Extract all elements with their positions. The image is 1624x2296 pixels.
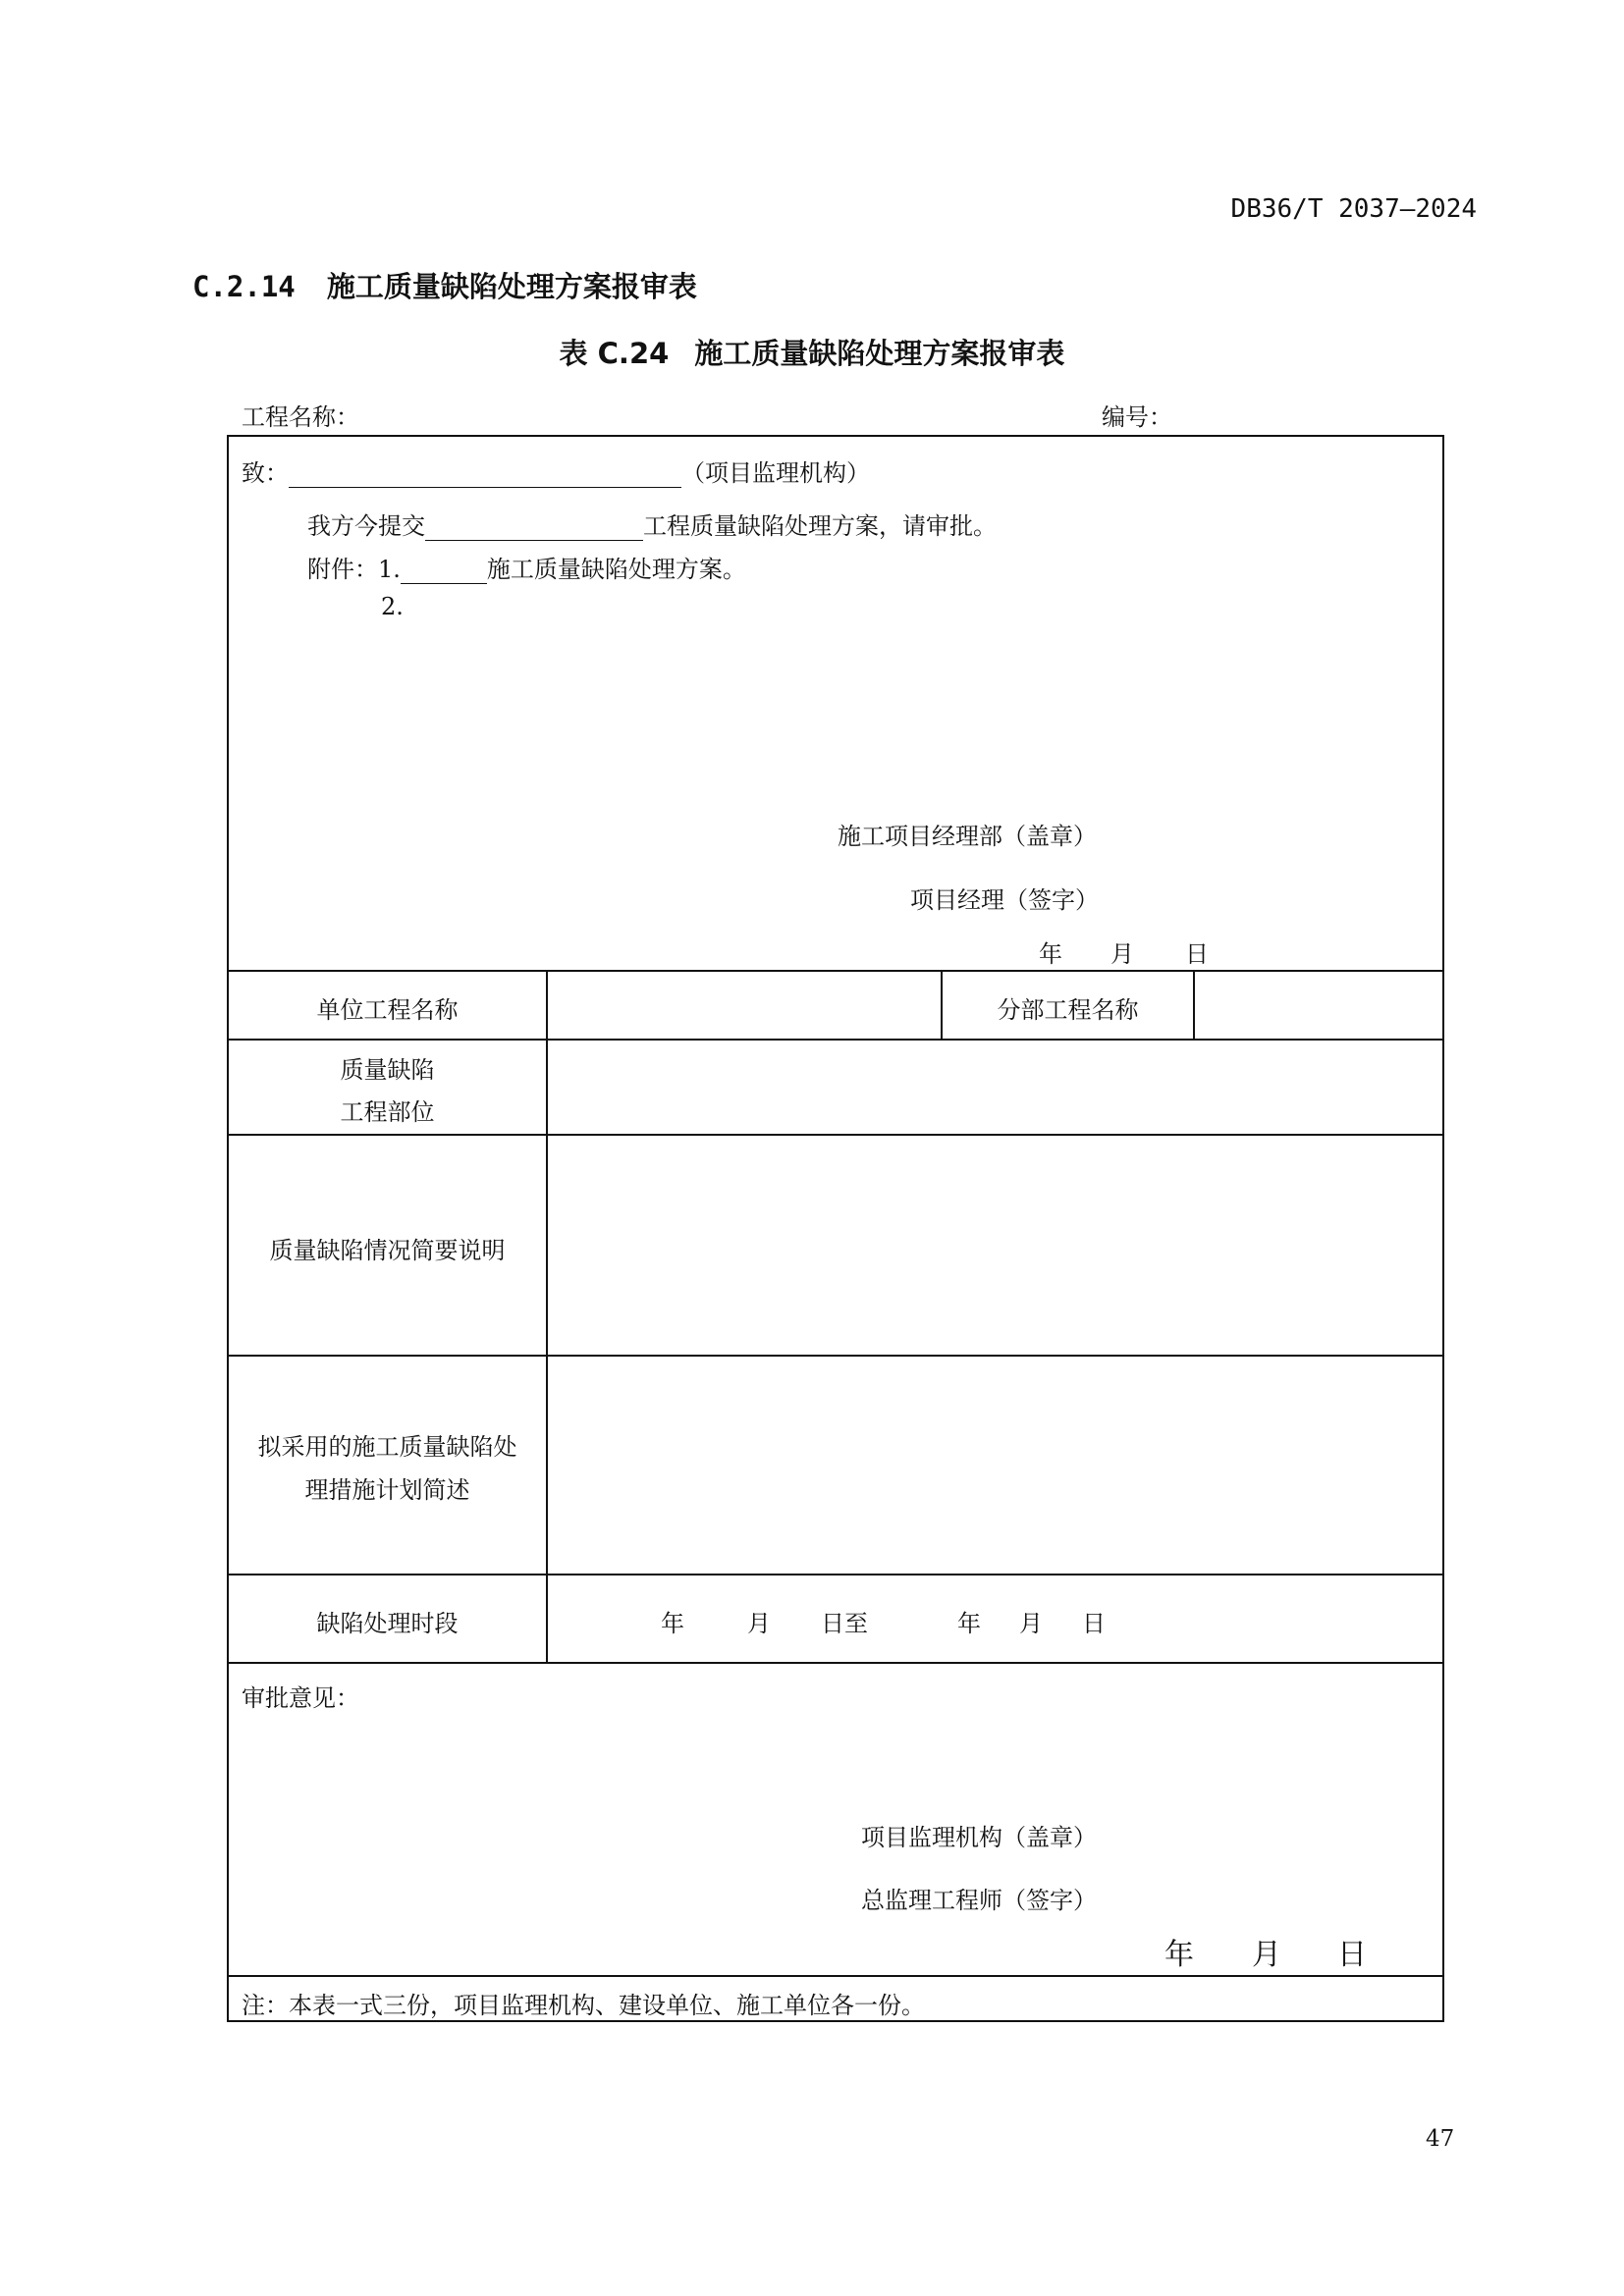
defect-location-value[interactable] xyxy=(548,1041,1442,1134)
sub-project-value[interactable] xyxy=(1195,972,1442,1039)
unit-project-value[interactable] xyxy=(548,972,941,1039)
period-end-month: 月 xyxy=(1019,1610,1043,1637)
serial-no-label: 编号： xyxy=(1102,403,1172,431)
submit-line xyxy=(307,507,997,541)
to-prefix: 致： xyxy=(242,459,289,487)
chief-engineer-signature-label: 总监理工程师（签字） xyxy=(861,1887,1097,1914)
page-number: 47 xyxy=(1426,2126,1455,2152)
defect-location-label-1: 质量缺陷 xyxy=(340,1056,435,1084)
unit-project-label: 单位工程名称 xyxy=(316,996,459,1024)
standard-code: DB36/T 2037—2024 xyxy=(1230,194,1477,224)
measures-value[interactable] xyxy=(548,1357,1442,1574)
attachment-1-blank[interactable] xyxy=(401,558,487,584)
period-end-day: 日 xyxy=(1082,1610,1106,1637)
project-name-label: 工程名称： xyxy=(242,403,359,431)
attachment-2: 2. xyxy=(381,593,404,620)
table-number: 表 C.24 xyxy=(559,337,670,370)
period-end-year: 年 xyxy=(957,1610,981,1637)
project-manager-signature-label: 项目经理（签字） xyxy=(910,886,1099,914)
period-label: 缺陷处理时段 xyxy=(316,1610,459,1637)
section-heading xyxy=(192,265,697,305)
defect-location-label-2: 工程部位 xyxy=(340,1098,435,1126)
defect-description-label: 质量缺陷情况简要说明 xyxy=(269,1237,506,1264)
table-title-text: 施工质量缺陷处理方案报审表 xyxy=(694,337,1065,370)
section-number: C.2.14 xyxy=(192,270,296,303)
period-start-month: 月 xyxy=(747,1610,771,1637)
submission-date-day: 日 xyxy=(1185,940,1209,968)
sub-project-label: 分部工程名称 xyxy=(997,996,1139,1024)
contractor-seal-label: 施工项目经理部（盖章） xyxy=(838,823,1097,850)
submission-date-year: 年 xyxy=(1039,940,1062,968)
period-start-day: 日至 xyxy=(821,1610,868,1637)
section-title: 施工质量缺陷处理方案报审表 xyxy=(326,270,697,303)
table-title xyxy=(0,332,1624,372)
approval-label: 审批意见： xyxy=(242,1684,359,1712)
measures-label-2: 理措施计划简述 xyxy=(304,1476,470,1504)
submit-suffix: 工程质量缺陷处理方案，请审批。 xyxy=(643,512,997,540)
defect-description-value[interactable] xyxy=(548,1136,1442,1355)
submission-date-month: 月 xyxy=(1110,940,1134,968)
attachment-1-suffix: 施工质量缺陷处理方案。 xyxy=(486,556,746,583)
approval-comments-area[interactable] xyxy=(243,1713,1431,1890)
measures-label-1: 拟采用的施工质量缺陷处 xyxy=(257,1433,517,1461)
to-line xyxy=(242,454,870,488)
approval-date-month: 月 xyxy=(1252,1938,1281,1972)
approval-date-year: 年 xyxy=(1164,1938,1194,1972)
submit-prefix: 我方今提交 xyxy=(307,512,425,540)
attachment-1-line xyxy=(307,550,746,584)
period-start-year: 年 xyxy=(661,1610,684,1637)
submit-blank[interactable] xyxy=(425,514,643,541)
to-suffix: （项目监理机构） xyxy=(681,459,870,487)
table-note: 注：本表一式三份，项目监理机构、建设单位、施工单位各一份。 xyxy=(242,1992,925,2019)
to-blank[interactable] xyxy=(289,461,681,488)
attachment-prefix: 附件：1. xyxy=(307,556,401,583)
supervisor-seal-label: 项目监理机构（盖章） xyxy=(861,1824,1097,1851)
approval-date-day: 日 xyxy=(1337,1938,1367,1972)
